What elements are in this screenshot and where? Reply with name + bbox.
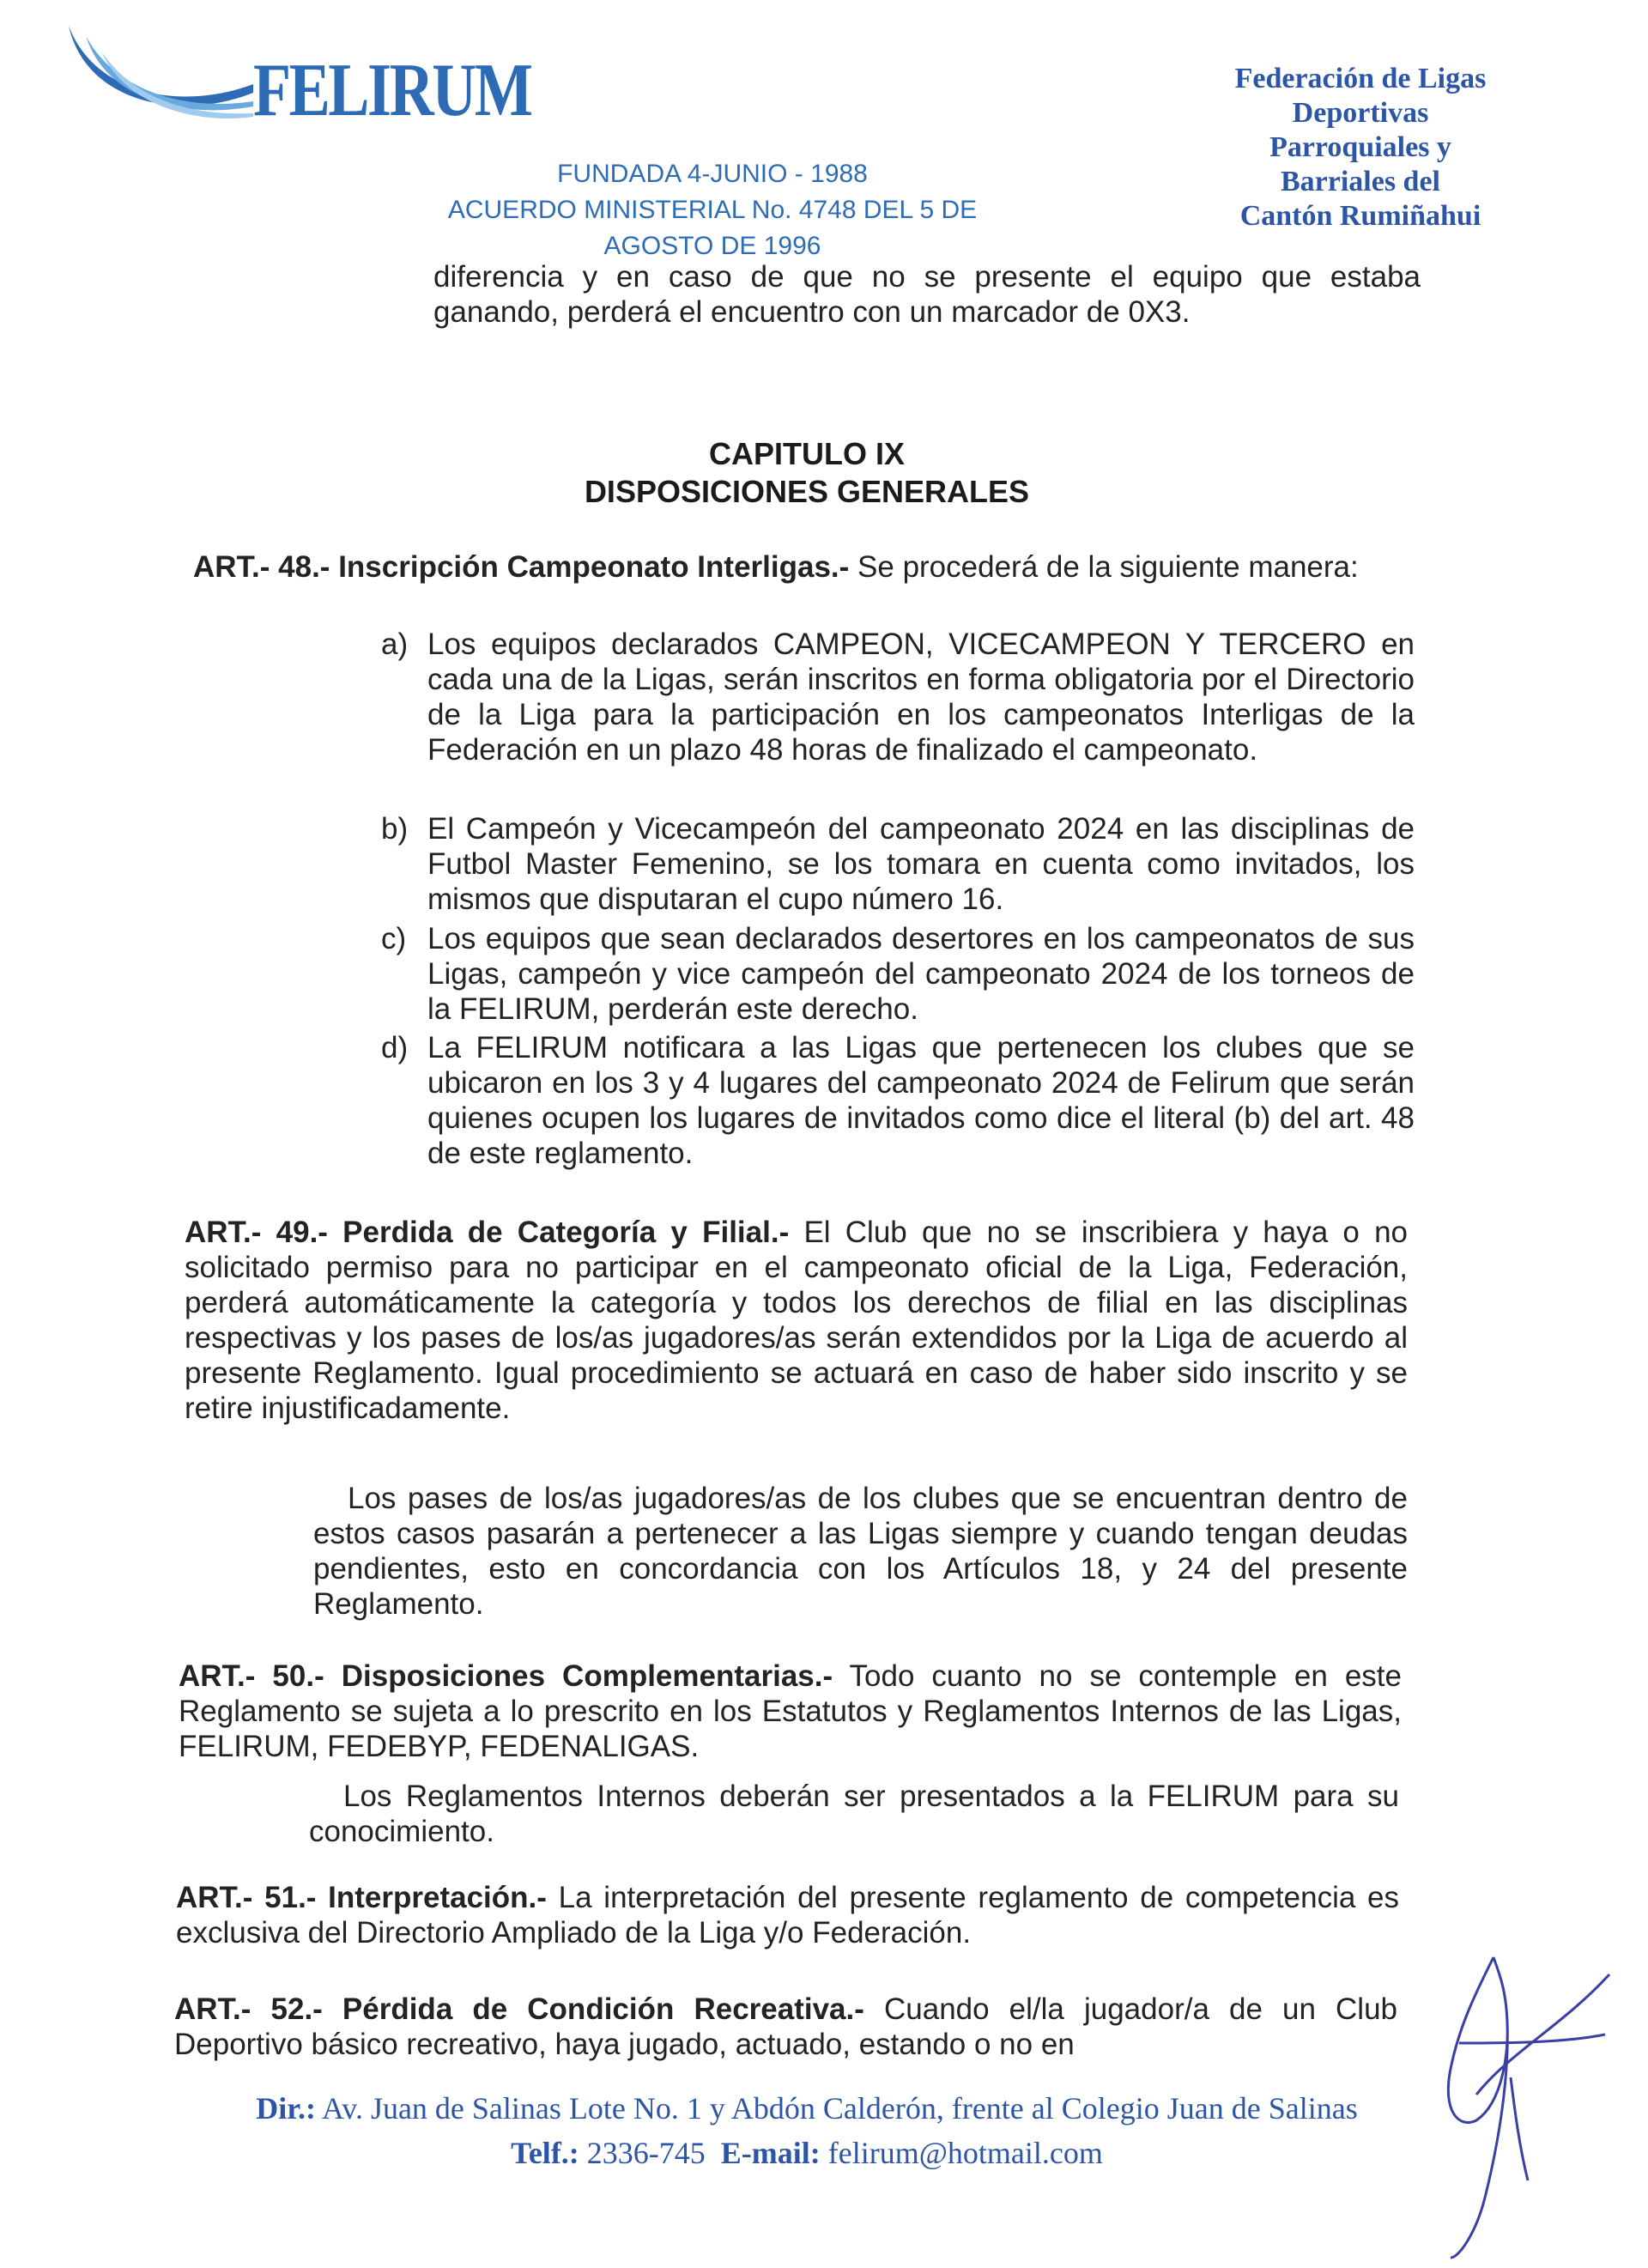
federation-line: Barriales del [1280,166,1441,198]
article-49-heading: ART.- 49.- Perdida de Categoría y Filial.- [185,1216,790,1249]
article-48 [193,549,1416,585]
list-item [381,1030,1415,1171]
list-item [381,811,1415,917]
email: felirum@hotmail.com [827,2136,1103,2171]
list-item-letter: a) [381,628,409,661]
federation-name [1202,62,1519,234]
continuation-paragraph: diferencia y en caso de que no se presente el equipo que estaba ganando, perderá el encuentro con un marcador de 0X3. [433,260,1421,329]
article-49 [185,1215,1408,1426]
list-item-text: Los equipos que sean declarados desertores en los campeonatos de sus Ligas, campeón y vice campeón del campeonato 2024 de los torneos de la FELIRUM, perderán este derecho. [427,922,1415,1026]
article-50-text: Todo cuanto no se contemple en este Reglamento se sujeta a lo prescrito en los Estatutos y Reglamentos Internos de las Ligas, FELIRUM, FEDEBYP, FEDENALIGAS. [179,1659,1402,1763]
founding-info [412,156,1013,264]
article-51 [176,1880,1399,1950]
felirum-logo-swoosh [60,17,258,137]
article-50-paragraph-2: Los Reglamentos Internos deberán ser presentados a la FELIRUM para su conocimiento. [309,1780,1399,1848]
phone: 2336-745 [586,2136,706,2171]
address-label: Dir.: [256,2091,316,2125]
chapter-title: CAPITULO IX [708,436,905,471]
list-item-text: Los equipos declarados CAMPEON, VICECAMPEON Y TERCERO en cada una de la Ligas, serán inscritos en forma obligatoria por el Directorio de la Liga para la participación en los campeonatos Interligas de la Federación en un plazo 48 horas de finalizado el campeonato. [427,628,1415,767]
article-51-text: La interpretación del presente reglamento de competencia es exclusiva del Directorio Ampliado de la Liga y/o Federación. [176,1881,1399,1950]
address: Av. Juan de Salinas Lote No. 1 y Abdón Calderón, frente al Colegio Juan de Salinas [321,2091,1358,2125]
phone-label: Telf.: [511,2136,579,2171]
list-item [381,627,1415,767]
felirum-logo-text: FELIRUM [253,49,531,132]
list-item-text: El Campeón y Vicecampeón del campeonato 2024 en las disciplinas de Futbol Master Femenino, se los tomara en cuenta como invitados, los mismos que disputaran el cupo número 16. [427,812,1415,916]
article-49-text: El Club que no se inscribiera y haya o no solicitado permiso para no participar en el campeonato oficial de la Liga, Federación, perderá automáticamente la categoría y todos los derechos de filial en las disciplinas respectivas y los pases de los/as jugadores/as serán extendidos por la Liga de acuerdo al presente Reglamento. Igual procedimiento se actuará en caso de haber sido inscrito y se retire injustificadamente. [185,1216,1408,1425]
federation-line: Federación de Ligas [1234,63,1487,94]
list-item-letter: c) [381,922,407,955]
article-52-text: Cuando el/la jugador/a de un Club Deportivo básico recreativo, haya jugado, actuado, estando o no en [174,1992,1397,2061]
federation-line: Cantón Rumiñahui [1239,200,1481,233]
footer [154,2086,1459,2175]
article-52 [174,1992,1397,2062]
list-item-letter: b) [381,812,409,846]
footer-address-line [154,2086,1459,2131]
article-50 [179,1659,1402,1764]
article-52-heading: ART.- 52.- Pérdida de Condición Recreativa.- [174,1992,864,2026]
article-49-paragraph-2: Los pases de los/as jugadores/as de los clubes que se encuentran dentro de estos casos pasarán a pertenecer a las Ligas siempre y cuando tengan deudas pendientes, esto en concordancia con los Artículos 18, y 24 del presente Reglamento. [313,1482,1408,1621]
list-item-letter: d) [381,1031,409,1064]
founded-date: FUNDADA 4-JUNIO - 1988 [557,160,868,188]
federation-line: Deportivas [1292,97,1429,130]
email-label: E-mail: [720,2136,821,2171]
ministerial-agreement: ACUERDO MINISTERIAL No. 4748 DEL 5 DE AGOSTO DE 1996 [447,196,978,260]
article-50-heading: ART.- 50.- Disposiciones Complementarias.- [179,1659,833,1693]
chapter-subtitle: DISPOSICIONES GENERALES [584,474,1030,509]
article-48-text: Se procederá de la siguiente manera: [857,550,1359,584]
handwritten-signature [1425,1923,1622,2266]
list-item-text: La FELIRUM notificara a las Ligas que pertenecen los clubes que se ubicaron en los 3 y 4 lugares del campeonato 2024 de Felirum que serán quienes ocupen los lugares de invitados como dice el literal (b) del art. 48 de este reglamento. [427,1031,1415,1170]
article-48-heading: ART.- 48.- Inscripción Campeonato Interligas.- [193,550,850,584]
article-51-heading: ART.- 51.- Interpretación.- [176,1881,547,1914]
list-item [381,921,1415,1027]
footer-contact-line [154,2131,1459,2175]
federation-line: Parroquiales y [1269,131,1451,164]
